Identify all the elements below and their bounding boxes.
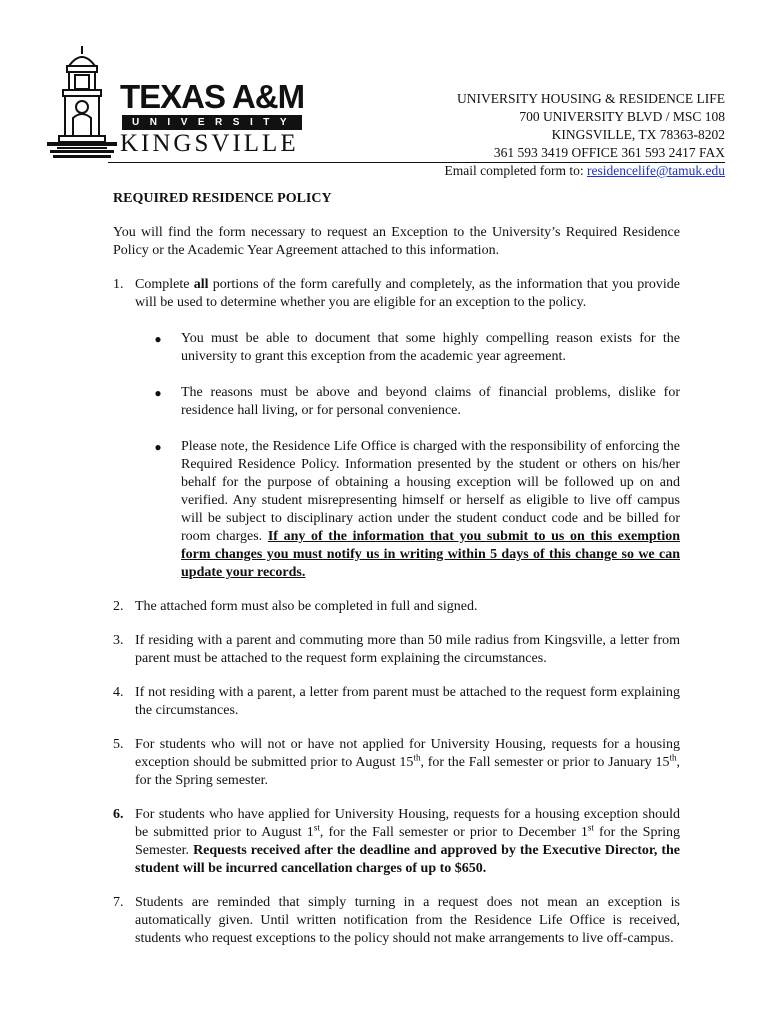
bullet-item <box>135 384 680 420</box>
email-link[interactable]: residencelife@tamuk.edu <box>587 163 725 178</box>
item-text: The attached form must also be completed in full and signed. <box>135 599 478 614</box>
item-number-bold: 6. <box>113 807 124 822</box>
bullet-text <box>181 438 680 582</box>
item-text-bold: Requests received after the deadline and approved by the Executive Director, the student will be incurred cancellation charges of up to $650. <box>135 843 681 876</box>
office-line: 361 593 3419 OFFICE 361 593 2417 FAX <box>493 145 725 160</box>
item-text-part: For students who will not or have not applied for University Housing, requests for a housing exception should be submitted prior to August 15 <box>135 737 680 770</box>
item-text-part: , for the Fall semester or prior to January 15 <box>420 755 670 770</box>
item-text: If residing with a parent and commuting more than 50 mile radius from Kingsville, a letter from parent must be attached to the request form explaining the circumstances. <box>135 633 680 666</box>
bullet-text: You must be able to document that some highly compelling reason exists for the university to grant this exception from the academic year agreement. <box>181 331 680 364</box>
bullet-icon: ● <box>154 386 162 400</box>
bullet-icon: ● <box>154 332 162 346</box>
item-number: 4. <box>113 685 124 700</box>
item-text-bold: all <box>193 277 209 292</box>
bullet-text: The reasons must be above and beyond claims of financial problems, dislike for residence hall living, or for personal convenience. <box>181 385 680 418</box>
office-line: 700 UNIVERSITY BLVD / MSC 108 <box>519 109 725 124</box>
list-item <box>113 894 680 948</box>
superscript: st <box>587 822 594 833</box>
university-logo <box>47 44 307 159</box>
bullet-item <box>135 438 680 582</box>
bullet-emphasis: If any of the information that you submit to us on this exemption form changes you must notify us in writing within 5 days of this change so we can update your records. <box>181 529 680 580</box>
list-item <box>113 276 680 582</box>
logo-university-bar: UNIVERSITY <box>122 115 302 130</box>
list-item <box>113 806 680 878</box>
item-number: 3. <box>113 633 124 648</box>
item-number: 1. <box>113 277 124 292</box>
item-text-part: For students who have applied for University Housing, requests for a housing exception should be submitted prior to August 1 <box>135 807 680 840</box>
page-title: REQUIRED RESIDENCE POLICY <box>113 191 332 206</box>
list-item <box>113 632 680 668</box>
item-text <box>135 276 680 582</box>
office-line: UNIVERSITY HOUSING & RESIDENCE LIFE <box>457 91 725 106</box>
superscript: st <box>313 822 320 833</box>
list-item <box>113 736 680 790</box>
list-item <box>113 684 680 720</box>
superscript: th <box>669 752 677 763</box>
email-prefix: Email completed form to: <box>444 163 587 178</box>
bullet-text-part: Please note, the Residence Life Office is charged with the responsibility of enforcing the Required Residence Policy. Information presented by the student or others on his/her behalf for the purpose of obtaining a housing exception will be followed up on and verified. Any student misrepresenting himself or herself as eligible to live off campus will be subject to disciplinary action under the student conduct code and be billed for room charges. <box>181 439 680 544</box>
logo-subtitle: KINGSVILLE <box>120 130 299 157</box>
list-item <box>113 598 680 616</box>
item-text <box>135 806 680 878</box>
item-text: Students are reminded that simply turning in a request does not mean an exception is automatically given. Until written notification from the Residence Life Office is received, students who request exceptions to the policy should not make arrangements to live off-campus. <box>135 895 680 946</box>
intro-paragraph: You will find the form necessary to request an Exception to the University’s Required Residence Policy or the Academic Year Agreement attached to this information. <box>113 225 680 258</box>
item-number: 2. <box>113 599 124 614</box>
bullet-item <box>135 330 680 366</box>
item-number <box>113 806 135 878</box>
item-text-part: , for the Fall semester or prior to December 1 <box>319 825 588 840</box>
bullet-list <box>135 330 680 582</box>
item-text <box>135 736 680 790</box>
bullet-icon: ● <box>154 440 162 454</box>
item-text-part: Complete <box>135 277 194 292</box>
item-text: If not residing with a parent, a letter from parent must be attached to the request form explaining the circumstances. <box>135 685 680 718</box>
logo-title: TEXAS A&M <box>120 78 305 115</box>
header-divider <box>108 162 725 163</box>
email-line <box>445 162 725 180</box>
office-line: KINGSVILLE, TX 78363-8202 <box>551 127 725 142</box>
item-text-part: , for the Spring semester. <box>135 755 680 788</box>
policy-content <box>113 190 680 964</box>
item-number: 7. <box>113 895 124 910</box>
superscript: th <box>413 752 421 763</box>
clock-tower-icon <box>47 44 117 159</box>
item-text-part: portions of the form carefully and completely, as the information that you provide will be used to determine whether you are eligible for an exception to the policy. <box>135 277 680 310</box>
office-address <box>445 90 725 180</box>
item-text-part: for the Spring Semester. <box>135 825 680 858</box>
item-number: 5. <box>113 737 124 752</box>
